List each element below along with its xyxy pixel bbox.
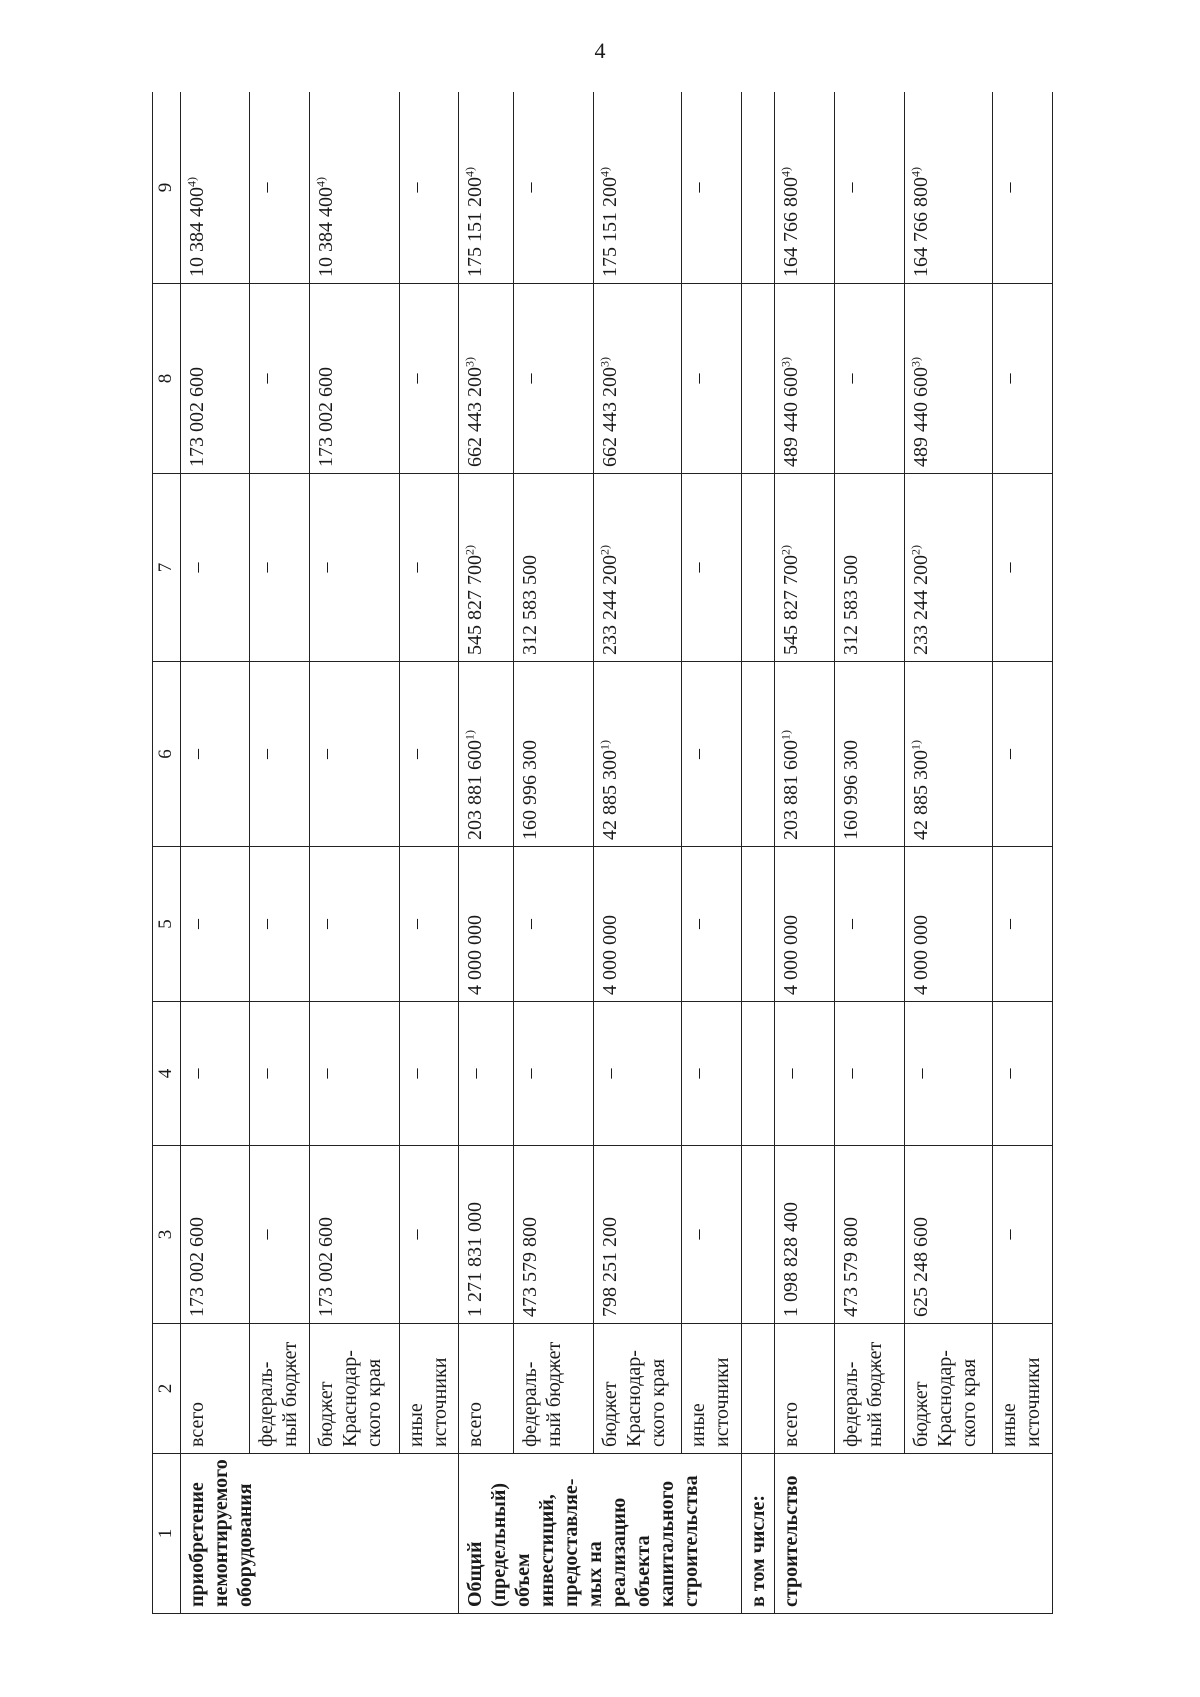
amount-cell [904, 847, 992, 1002]
amount-cell [593, 474, 681, 662]
funding-source-label: бюджет Краснодар-ского края [593, 1324, 681, 1454]
row-group-label: Общий (предельный) объем инвестиций, предоставляе-мых на реализацию объекта капитального строительства [458, 1454, 741, 1614]
amount-cell [399, 1002, 458, 1146]
amount-cell [513, 1146, 593, 1324]
amount-value: – [686, 1068, 709, 1079]
amount-value: 1 271 831 000 [463, 1202, 486, 1317]
amount-cell [249, 1146, 309, 1324]
amount-value: 160 996 300 [839, 740, 862, 840]
amount-cell [513, 847, 593, 1002]
amount-cell [513, 284, 593, 474]
column-number-3: 3 [153, 1146, 181, 1324]
footnote-marker: 4) [597, 167, 612, 177]
funding-source-label: всего [458, 1324, 513, 1454]
amount-value: 233 244 200 [909, 555, 932, 655]
amount-cell [741, 847, 774, 1002]
amount-cell [249, 662, 309, 847]
column-number-2: 2 [153, 1324, 181, 1454]
amount-cell [992, 662, 1052, 847]
table-row [992, 92, 1052, 1614]
amount-cell [593, 1002, 681, 1146]
amount-cell [593, 284, 681, 474]
header-row [153, 92, 181, 1614]
amount-cell [180, 1146, 249, 1324]
amount-cell [458, 662, 513, 847]
amount-cell [992, 92, 1052, 284]
column-number-1: 1 [153, 1454, 181, 1614]
amount-cell [992, 1146, 1052, 1324]
amount-cell [309, 92, 399, 284]
amount-cell [681, 847, 741, 1002]
amount-value: – [686, 562, 709, 573]
amount-cell [834, 1146, 904, 1324]
footnote-marker: 2) [462, 545, 477, 555]
amount-value: 312 583 500 [518, 555, 541, 655]
amount-cell [513, 1002, 593, 1146]
amount-cell [399, 474, 458, 662]
column-number-8: 8 [153, 284, 181, 474]
amount-cell [180, 847, 249, 1002]
amount-cell [834, 662, 904, 847]
table-viewport [152, 92, 1079, 1614]
amount-value: 489 440 600 [779, 367, 802, 467]
column-number-5: 5 [153, 847, 181, 1002]
amount-value: – [686, 182, 709, 193]
footnote-marker: 4) [184, 177, 199, 187]
amount-value: – [404, 373, 427, 384]
amount-cell [309, 1002, 399, 1146]
table-row [741, 92, 774, 1614]
amount-value: – [404, 919, 427, 929]
amount-cell [834, 1002, 904, 1146]
column-number-6: 6 [153, 662, 181, 847]
footnote-marker: 4) [462, 167, 477, 177]
amount-cell [309, 284, 399, 474]
amount-value: 545 827 700 [779, 555, 802, 655]
amount-cell [458, 1146, 513, 1324]
row-group-label: строительство [774, 1454, 1052, 1614]
amount-cell [180, 284, 249, 474]
amount-cell [399, 92, 458, 284]
amount-value: – [839, 182, 862, 193]
amount-cell [904, 662, 992, 847]
table-row [180, 92, 249, 1614]
amount-value: – [404, 1229, 427, 1240]
amount-cell [458, 92, 513, 284]
amount-cell [180, 474, 249, 662]
footnote-marker: 3) [908, 357, 923, 367]
amount-value: 4 000 000 [463, 915, 486, 995]
table-row [681, 92, 741, 1614]
amount-cell [774, 92, 834, 284]
amount-value: – [518, 182, 541, 193]
amount-cell [309, 1146, 399, 1324]
amount-value: 175 151 200 [598, 177, 621, 277]
rotated-table-container [152, 92, 1079, 1614]
amount-cell [593, 92, 681, 284]
table-row [593, 92, 681, 1614]
amount-cell [774, 474, 834, 662]
table-row [513, 92, 593, 1614]
amount-value: – [997, 182, 1020, 193]
amount-cell [249, 92, 309, 284]
amount-cell [774, 284, 834, 474]
amount-value: 203 881 600 [463, 740, 486, 840]
amount-cell [513, 474, 593, 662]
amount-cell [904, 1002, 992, 1146]
amount-cell [681, 662, 741, 847]
amount-value: – [314, 562, 337, 573]
amount-value: 233 244 200 [598, 555, 621, 655]
amount-value: – [254, 562, 277, 573]
amount-cell [180, 92, 249, 284]
amount-value: – [254, 182, 277, 193]
amount-cell [399, 662, 458, 847]
amount-value: 473 579 800 [839, 1217, 862, 1317]
amount-value: – [686, 373, 709, 384]
column-number-9: 9 [153, 92, 181, 284]
amount-value: – [997, 373, 1020, 384]
amount-cell [593, 662, 681, 847]
amount-cell [593, 847, 681, 1002]
amount-value: – [997, 1229, 1020, 1240]
funding-source-label: федераль-ный бюджет [834, 1324, 904, 1454]
amount-value: – [997, 562, 1020, 573]
amount-value: 173 002 600 [314, 367, 337, 467]
amount-value: – [518, 1068, 541, 1079]
table-row [774, 92, 834, 1614]
amount-cell [904, 1146, 992, 1324]
amount-value: 173 002 600 [185, 367, 208, 467]
amount-cell [774, 662, 834, 847]
funding-source-label [741, 1324, 774, 1454]
table-row [249, 92, 309, 1614]
footnote-marker: 3) [778, 357, 793, 367]
amount-value: 489 440 600 [909, 367, 932, 467]
amount-value: – [314, 1068, 337, 1079]
amount-cell [904, 92, 992, 284]
funding-source-label: бюджет Краснодар-ского края [309, 1324, 399, 1454]
amount-value: – [686, 1229, 709, 1240]
amount-cell [834, 847, 904, 1002]
footnote-marker: 3) [597, 357, 612, 367]
amount-cell [593, 1146, 681, 1324]
amount-cell [741, 1002, 774, 1146]
funding-source-label: всего [180, 1324, 249, 1454]
footnote-marker: 1) [462, 730, 477, 740]
amount-value: – [254, 373, 277, 384]
amount-value: 175 151 200 [463, 177, 486, 277]
financing-table [152, 92, 1053, 1614]
amount-value: – [185, 749, 208, 759]
footnote-marker: 3) [462, 357, 477, 367]
amount-value: 173 002 600 [314, 1217, 337, 1317]
amount-value: – [686, 919, 709, 929]
amount-cell [834, 284, 904, 474]
funding-source-label: бюджет Краснодар-ского края [904, 1324, 992, 1454]
amount-value: 625 248 600 [909, 1217, 932, 1317]
amount-cell [992, 1002, 1052, 1146]
amount-cell [741, 284, 774, 474]
amount-cell [774, 1146, 834, 1324]
amount-cell [904, 284, 992, 474]
amount-cell [681, 284, 741, 474]
amount-cell [681, 1146, 741, 1324]
amount-value: – [598, 1068, 621, 1079]
table-row [904, 92, 992, 1614]
amount-value: – [185, 919, 208, 929]
footnote-marker: 1) [778, 730, 793, 740]
funding-source-label: иные источники [992, 1324, 1052, 1454]
amount-cell [741, 92, 774, 284]
column-number-7: 7 [153, 474, 181, 662]
funding-source-label: федераль-ный бюджет [249, 1324, 309, 1454]
amount-value: 1 098 828 400 [779, 1202, 802, 1317]
funding-source-label: федераль-ный бюджет [513, 1324, 593, 1454]
amount-value: 4 000 000 [779, 915, 802, 995]
amount-value: – [314, 749, 337, 759]
amount-cell [249, 284, 309, 474]
amount-cell [249, 847, 309, 1002]
funding-source-label: иные источники [681, 1324, 741, 1454]
amount-value: 10 384 400 [185, 187, 208, 277]
footnote-marker: 2) [778, 545, 793, 555]
page-number: 4 [594, 38, 606, 63]
amount-value: – [404, 1068, 427, 1079]
amount-value: – [686, 749, 709, 759]
amount-value: – [518, 919, 541, 929]
amount-value: 545 827 700 [463, 555, 486, 655]
table-row [458, 92, 513, 1614]
amount-value: – [404, 182, 427, 193]
amount-cell [992, 847, 1052, 1002]
amount-value: – [997, 749, 1020, 759]
amount-cell [992, 474, 1052, 662]
amount-value: – [839, 919, 862, 929]
amount-value: 662 443 200 [463, 367, 486, 467]
amount-cell [834, 92, 904, 284]
amount-value: – [997, 919, 1020, 929]
amount-value: – [997, 1068, 1020, 1079]
amount-cell [180, 1002, 249, 1146]
amount-value: 473 579 800 [518, 1217, 541, 1317]
amount-cell [309, 474, 399, 662]
amount-cell [309, 847, 399, 1002]
amount-cell [399, 847, 458, 1002]
amount-value: 160 996 300 [518, 740, 541, 840]
footnote-marker: 4) [778, 167, 793, 177]
amount-cell [741, 474, 774, 662]
amount-value: 203 881 600 [779, 740, 802, 840]
amount-cell [399, 284, 458, 474]
amount-value: – [185, 562, 208, 573]
funding-source-label: всего [774, 1324, 834, 1454]
amount-cell [458, 847, 513, 1002]
footnote-marker: 1) [908, 740, 923, 750]
amount-value: – [185, 1068, 208, 1079]
amount-value: – [254, 1229, 277, 1240]
amount-cell [992, 284, 1052, 474]
amount-value: 10 384 400 [314, 187, 337, 277]
amount-cell [513, 662, 593, 847]
amount-cell [513, 92, 593, 284]
amount-value: – [463, 1068, 486, 1079]
amount-value: 312 583 500 [839, 555, 862, 655]
footnote-marker: 2) [908, 545, 923, 555]
amount-value: – [839, 1068, 862, 1079]
funding-source-label: иные источники [399, 1324, 458, 1454]
amount-value: 42 885 300 [598, 750, 621, 840]
table-row [309, 92, 399, 1614]
amount-value: 662 443 200 [598, 367, 621, 467]
amount-value: 164 766 800 [779, 177, 802, 277]
amount-cell [249, 1002, 309, 1146]
amount-cell [458, 474, 513, 662]
amount-cell [309, 662, 399, 847]
amount-value: – [254, 1068, 277, 1079]
amount-cell [904, 474, 992, 662]
amount-value: – [839, 373, 862, 384]
amount-value: – [254, 749, 277, 759]
amount-value: 42 885 300 [909, 750, 932, 840]
amount-value: – [314, 919, 337, 929]
amount-value: 798 251 200 [598, 1217, 621, 1317]
amount-value: – [254, 919, 277, 929]
amount-cell [774, 847, 834, 1002]
amount-value: – [404, 749, 427, 759]
amount-cell [458, 1002, 513, 1146]
table-body [153, 92, 1053, 1614]
footnote-marker: 4) [908, 167, 923, 177]
amount-cell [681, 92, 741, 284]
amount-value: 164 766 800 [909, 177, 932, 277]
footnote-marker: 2) [597, 545, 612, 555]
amount-cell [834, 474, 904, 662]
table-row [834, 92, 904, 1614]
row-group-label: в том числе: [741, 1454, 774, 1614]
amount-cell [741, 1146, 774, 1324]
table-row [399, 92, 458, 1614]
amount-value: 173 002 600 [185, 1217, 208, 1317]
footnote-marker: 4) [313, 177, 328, 187]
amount-cell [399, 1146, 458, 1324]
amount-value: 4 000 000 [598, 915, 621, 995]
column-number-4: 4 [153, 1002, 181, 1146]
amount-cell [180, 662, 249, 847]
amount-value: – [518, 373, 541, 384]
amount-value: – [404, 562, 427, 573]
amount-value: – [779, 1068, 802, 1079]
footnote-marker: 1) [597, 740, 612, 750]
amount-cell [249, 474, 309, 662]
amount-cell [774, 1002, 834, 1146]
row-group-label: приобретение немонтируемого оборудования [180, 1454, 458, 1614]
amount-value: – [909, 1068, 932, 1079]
amount-cell [681, 474, 741, 662]
amount-value: 4 000 000 [909, 915, 932, 995]
amount-cell [681, 1002, 741, 1146]
amount-cell [458, 284, 513, 474]
amount-cell [741, 662, 774, 847]
